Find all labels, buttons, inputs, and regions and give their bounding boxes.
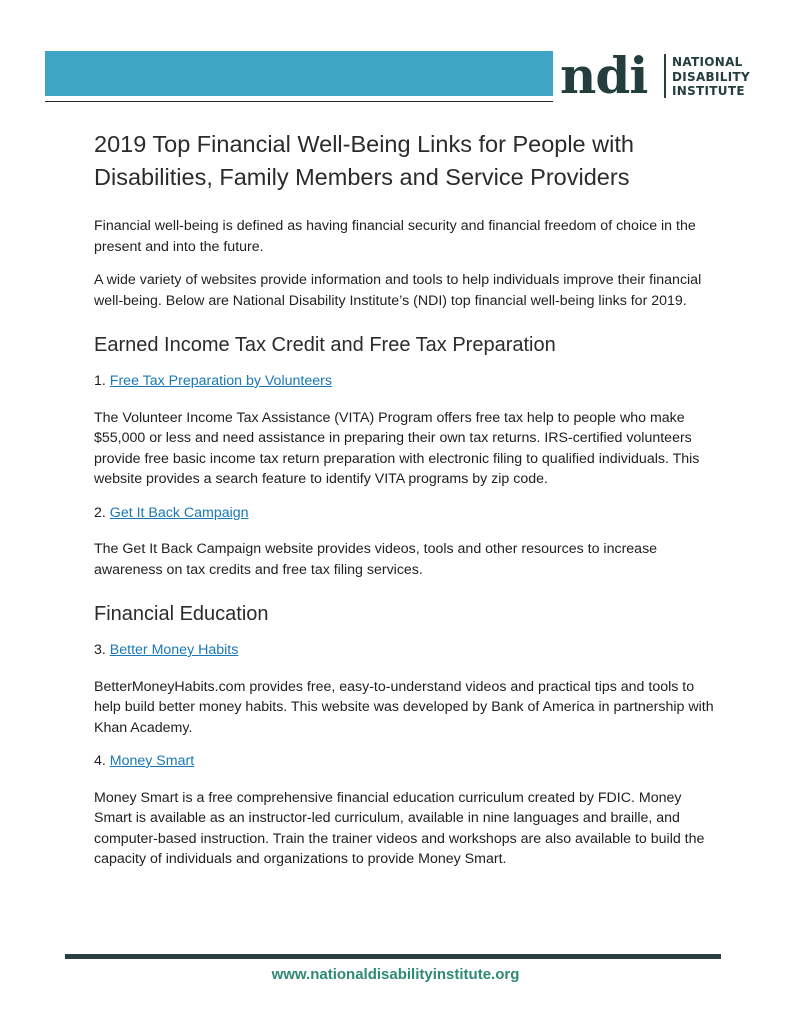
intro-paragraph-1: Financial well-being is defined as having financial security and financial freedom of choice in the present and into the future. [94, 218, 696, 255]
page-title: 2019 Top Financial Well-Being Links for People with Disabilities, Family Members and Service Providers [94, 131, 634, 190]
footer-website[interactable]: www.nationaldisabilityinstitute.org [271, 966, 520, 983]
item-number: 4. [94, 753, 110, 769]
footer-rule [65, 954, 721, 959]
logo-line-3: INSTITUTE [672, 84, 745, 98]
item-number: 3. [94, 642, 110, 658]
item-description: The Get It Back Campaign website provides videos, tools and other resources to increase awareness on tax credits and free tax filing services. [94, 541, 658, 578]
logo-divider [664, 54, 666, 98]
header-rule [45, 101, 553, 102]
item-number: 2. [94, 504, 110, 521]
list-item [94, 751, 714, 772]
list-item [94, 640, 714, 661]
ndi-logo [560, 48, 760, 106]
item-description: The Volunteer Income Tax Assistance (VITA) Program offers free tax help to people who make $55,000 or less and need assistance in preparing their own tax returns. IRS-certified volunteers provide free basic income tax return preparation with electronic filing to qualified individuals. This website provides a search feature to identify VITA programs by zip code. [94, 409, 700, 487]
section-heading-tax: Earned Income Tax Credit and Free Tax Preparation [94, 334, 556, 356]
logo-line-2: DISABILITY [672, 69, 750, 84]
intro-paragraph-2: A wide variety of websites provide information and tools to help individuals improve their financial well-being. Below are National Disability Institute’s (NDI) top financial well-being links for 2019. [94, 272, 702, 309]
section-heading-education: Financial Education [94, 603, 269, 625]
document-body [94, 128, 714, 883]
logo-line-1: NATIONAL [672, 55, 743, 69]
item-description: BetterMoneyHabits.com provides free, easy-to-understand videos and practical tips and tools to help build better money habits. This website was developed by Bank of America in partnership with Khan Academy. [94, 678, 714, 736]
item-description: Money Smart is a free comprehensive financial education curriculum created by FDIC. Money Smart is available as an instructor-led curriculum, available in nine languages and braille, and computer-based instruction. Train the trainer videos and workshops are also available to build the capacity of individuals and organizations to provide Money Smart. [94, 789, 705, 867]
logo-wordmark: ndi [560, 46, 648, 105]
link-money-smart[interactable]: Money Smart [109, 753, 195, 769]
link-get-it-back[interactable]: Get It Back Campaign [109, 504, 249, 521]
list-item [94, 371, 714, 392]
logo-name [672, 55, 750, 99]
link-better-money-habits[interactable]: Better Money Habits [109, 642, 239, 658]
item-number: 1. [94, 373, 110, 389]
list-item [94, 503, 714, 524]
header-accent-bar [45, 51, 553, 96]
link-free-tax-preparation[interactable]: Free Tax Preparation by Volunteers [109, 373, 332, 389]
